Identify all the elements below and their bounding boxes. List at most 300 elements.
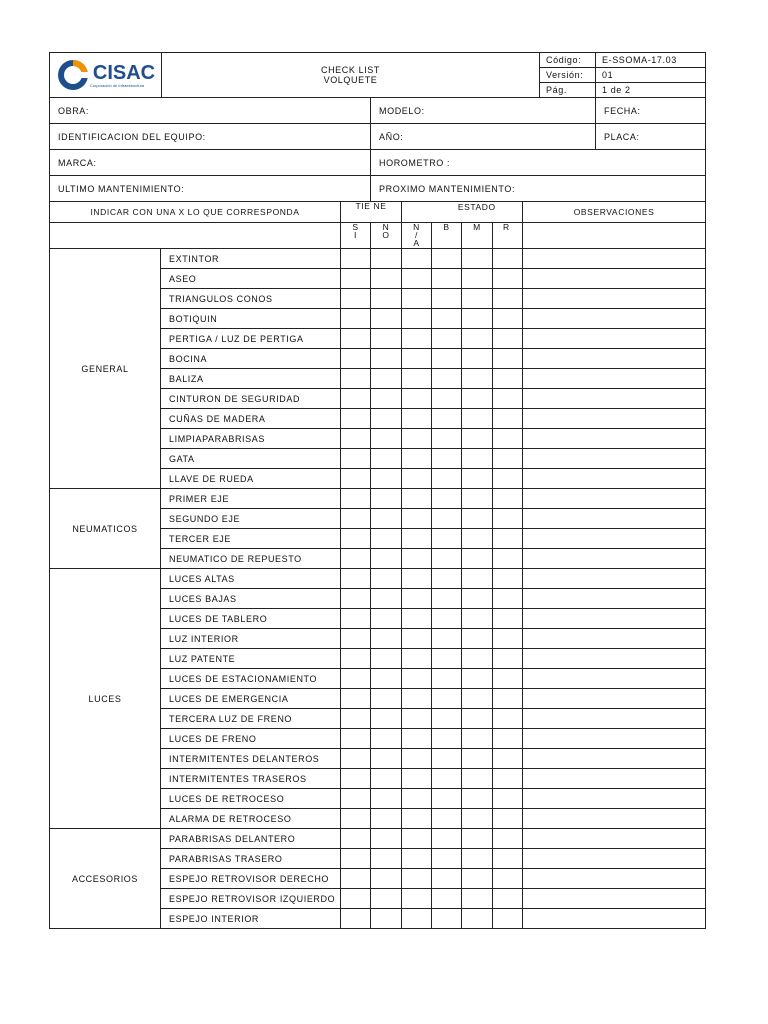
modelo-field[interactable]: MODELO:: [371, 98, 596, 124]
check-cell-na[interactable]: [402, 909, 432, 929]
check-cell-r[interactable]: [493, 809, 523, 829]
check-cell-m[interactable]: [462, 369, 493, 389]
check-cell-na[interactable]: [402, 249, 432, 269]
check-cell-r[interactable]: [493, 309, 523, 329]
observaciones-cell[interactable]: [523, 529, 706, 549]
check-cell-b[interactable]: [432, 469, 462, 489]
observaciones-cell[interactable]: [523, 409, 706, 429]
check-cell-r[interactable]: [493, 589, 523, 609]
check-cell-na[interactable]: [402, 329, 432, 349]
check-cell-na[interactable]: [402, 309, 432, 329]
check-cell-m[interactable]: [462, 769, 493, 789]
check-cell-na[interactable]: [402, 769, 432, 789]
check-cell-m[interactable]: [462, 549, 493, 569]
check-cell-b[interactable]: [432, 409, 462, 429]
check-cell-m[interactable]: [462, 309, 493, 329]
form-title: [162, 53, 540, 98]
check-cell-r[interactable]: [493, 629, 523, 649]
observaciones-cell[interactable]: [523, 589, 706, 609]
check-cell-m[interactable]: [462, 529, 493, 549]
check-cell-m[interactable]: [462, 909, 493, 929]
item-label: BOTIQUIN: [161, 309, 341, 329]
check-cell-r[interactable]: [493, 329, 523, 349]
check-cell-m[interactable]: [462, 249, 493, 269]
check-cell-si[interactable]: [341, 789, 371, 809]
check-cell-si[interactable]: [341, 489, 371, 509]
check-cell-b[interactable]: [432, 609, 462, 629]
check-cell-no[interactable]: [371, 469, 402, 489]
check-cell-r[interactable]: [493, 669, 523, 689]
check-cell-na[interactable]: [402, 709, 432, 729]
marca-field[interactable]: MARCA:: [50, 150, 371, 176]
check-cell-m[interactable]: [462, 329, 493, 349]
header-table: [49, 52, 706, 98]
observaciones-cell[interactable]: [523, 749, 706, 769]
observaciones-cell[interactable]: [523, 449, 706, 469]
observaciones-cell[interactable]: [523, 809, 706, 829]
item-label: BALIZA: [161, 369, 341, 389]
check-cell-m[interactable]: [462, 809, 493, 829]
check-cell-r[interactable]: [493, 449, 523, 469]
check-cell-b[interactable]: [432, 829, 462, 849]
check-cell-na[interactable]: [402, 449, 432, 469]
check-cell-r[interactable]: [493, 709, 523, 729]
item-label: LUCES DE EMERGENCIA: [161, 689, 341, 709]
item-label: LLAVE DE RUEDA: [161, 469, 341, 489]
obra-field[interactable]: OBRA:: [50, 98, 371, 124]
check-cell-na[interactable]: [402, 289, 432, 309]
check-cell-si[interactable]: [341, 369, 371, 389]
item-label: ALARMA DE RETROCESO: [161, 809, 341, 829]
item-label: ESPEJO INTERIOR: [161, 909, 341, 929]
check-cell-no[interactable]: [371, 389, 402, 409]
check-cell-r[interactable]: [493, 369, 523, 389]
check-cell-m[interactable]: [462, 789, 493, 809]
item-label: INTERMITENTES TRASEROS: [161, 769, 341, 789]
check-cell-b[interactable]: [432, 389, 462, 409]
observaciones-cell[interactable]: [523, 249, 706, 269]
check-cell-m[interactable]: [462, 409, 493, 429]
check-cell-no[interactable]: [371, 549, 402, 569]
observaciones-cell[interactable]: [523, 849, 706, 869]
observaciones-cell[interactable]: [523, 889, 706, 909]
check-cell-na[interactable]: [402, 829, 432, 849]
check-cell-si[interactable]: [341, 509, 371, 529]
check-cell-b[interactable]: [432, 749, 462, 769]
check-cell-r[interactable]: [493, 729, 523, 749]
check-cell-si[interactable]: [341, 649, 371, 669]
check-cell-na[interactable]: [402, 269, 432, 289]
item-label: LUCES DE FRENO: [161, 729, 341, 749]
check-cell-m[interactable]: [462, 609, 493, 629]
check-cell-m[interactable]: [462, 869, 493, 889]
check-cell-m[interactable]: [462, 669, 493, 689]
check-cell-m[interactable]: [462, 569, 493, 589]
check-cell-b[interactable]: [432, 649, 462, 669]
check-cell-r[interactable]: [493, 289, 523, 309]
observaciones-cell[interactable]: [523, 869, 706, 889]
observaciones-cell[interactable]: [523, 629, 706, 649]
check-cell-no[interactable]: [371, 749, 402, 769]
item-label: LUCES DE TABLERO: [161, 609, 341, 629]
check-cell-no[interactable]: [371, 409, 402, 429]
check-cell-si[interactable]: [341, 709, 371, 729]
observaciones-cell[interactable]: [523, 909, 706, 929]
check-cell-m[interactable]: [462, 389, 493, 409]
check-cell-no[interactable]: [371, 509, 402, 529]
section-label: GENERAL: [50, 249, 161, 489]
identificacion-field[interactable]: IDENTIFICACION DEL EQUIPO:: [50, 124, 371, 150]
check-cell-no[interactable]: [371, 589, 402, 609]
check-cell-b[interactable]: [432, 809, 462, 829]
check-cell-si[interactable]: [341, 449, 371, 469]
observaciones-cell[interactable]: [523, 769, 706, 789]
check-cell-si[interactable]: [341, 409, 371, 429]
check-cell-no[interactable]: [371, 289, 402, 309]
check-cell-na[interactable]: [402, 369, 432, 389]
table-row: [50, 569, 706, 589]
observaciones-cell[interactable]: [523, 669, 706, 689]
check-cell-na[interactable]: [402, 469, 432, 489]
check-cell-r[interactable]: [493, 769, 523, 789]
observaciones-cell[interactable]: [523, 349, 706, 369]
check-cell-b[interactable]: [432, 309, 462, 329]
check-cell-b[interactable]: [432, 549, 462, 569]
observaciones-cell[interactable]: [523, 789, 706, 809]
r-header: R: [493, 223, 523, 249]
check-cell-si[interactable]: [341, 569, 371, 589]
check-cell-b[interactable]: [432, 529, 462, 549]
table-row: [50, 489, 706, 509]
version-label: Versión:: [540, 68, 596, 83]
item-label: LUCES DE ESTACIONAMIENTO: [161, 669, 341, 689]
check-cell-no[interactable]: [371, 809, 402, 829]
check-cell-na[interactable]: [402, 669, 432, 689]
check-cell-r[interactable]: [493, 509, 523, 529]
check-cell-no[interactable]: [371, 729, 402, 749]
observaciones-cell[interactable]: [523, 329, 706, 349]
item-label: ASEO: [161, 269, 341, 289]
check-cell-b[interactable]: [432, 629, 462, 649]
item-label: CUÑAS DE MADERA: [161, 409, 341, 429]
check-cell-r[interactable]: [493, 349, 523, 369]
check-cell-m[interactable]: [462, 469, 493, 489]
check-cell-na[interactable]: [402, 349, 432, 369]
item-label: GATA: [161, 449, 341, 469]
check-cell-b[interactable]: [432, 569, 462, 589]
check-cell-r[interactable]: [493, 749, 523, 769]
section-label: NEUMATICOS: [50, 489, 161, 569]
check-cell-m[interactable]: [462, 429, 493, 449]
check-cell-b[interactable]: [432, 669, 462, 689]
check-cell-na[interactable]: [402, 429, 432, 449]
check-cell-b[interactable]: [432, 769, 462, 789]
no-header: N O: [371, 223, 402, 249]
check-cell-si[interactable]: [341, 869, 371, 889]
check-cell-si[interactable]: [341, 549, 371, 569]
check-cell-b[interactable]: [432, 269, 462, 289]
check-cell-r[interactable]: [493, 529, 523, 549]
anio-field[interactable]: AÑO:: [371, 124, 596, 150]
check-cell-r[interactable]: [493, 909, 523, 929]
observaciones-cell[interactable]: [523, 429, 706, 449]
checklist-table: [49, 201, 706, 929]
proximo-mantenimiento-field[interactable]: PROXIMO MANTENIMIENTO:: [371, 176, 706, 202]
check-cell-b[interactable]: [432, 369, 462, 389]
version-value: 01: [596, 68, 706, 83]
check-cell-m[interactable]: [462, 649, 493, 669]
check-cell-no[interactable]: [371, 429, 402, 449]
fecha-field[interactable]: FECHA:: [596, 98, 706, 124]
observaciones-cell[interactable]: [523, 309, 706, 329]
check-cell-r[interactable]: [493, 269, 523, 289]
check-cell-b[interactable]: [432, 589, 462, 609]
check-cell-si[interactable]: [341, 769, 371, 789]
check-cell-m[interactable]: [462, 749, 493, 769]
check-cell-no[interactable]: [371, 629, 402, 649]
check-cell-b[interactable]: [432, 889, 462, 909]
check-cell-si[interactable]: [341, 289, 371, 309]
check-cell-r[interactable]: [493, 829, 523, 849]
check-cell-b[interactable]: [432, 849, 462, 869]
check-cell-si[interactable]: [341, 689, 371, 709]
check-cell-no[interactable]: [371, 269, 402, 289]
check-cell-si[interactable]: [341, 729, 371, 749]
check-cell-b[interactable]: [432, 509, 462, 529]
check-cell-r[interactable]: [493, 389, 523, 409]
check-cell-b[interactable]: [432, 869, 462, 889]
check-cell-no[interactable]: [371, 329, 402, 349]
check-cell-b[interactable]: [432, 489, 462, 509]
ultimo-mantenimiento-field[interactable]: ULTIMO MANTENIMIENTO:: [50, 176, 371, 202]
check-cell-m[interactable]: [462, 489, 493, 509]
check-cell-na[interactable]: [402, 729, 432, 749]
check-cell-no[interactable]: [371, 889, 402, 909]
item-label: PRIMER EJE: [161, 489, 341, 509]
check-cell-m[interactable]: [462, 269, 493, 289]
item-label: PARABRISAS DELANTERO: [161, 829, 341, 849]
check-cell-r[interactable]: [493, 429, 523, 449]
check-cell-b[interactable]: [432, 329, 462, 349]
codigo-value: E-SSOMA-17.03: [596, 53, 706, 68]
check-cell-r[interactable]: [493, 889, 523, 909]
check-cell-si[interactable]: [341, 829, 371, 849]
check-cell-no[interactable]: [371, 789, 402, 809]
check-cell-na[interactable]: [402, 889, 432, 909]
check-cell-r[interactable]: [493, 609, 523, 629]
check-cell-si[interactable]: [341, 889, 371, 909]
check-cell-r[interactable]: [493, 569, 523, 589]
check-cell-m[interactable]: [462, 729, 493, 749]
check-cell-na[interactable]: [402, 389, 432, 409]
observaciones-cell[interactable]: [523, 549, 706, 569]
check-cell-na[interactable]: [402, 649, 432, 669]
check-cell-si[interactable]: [341, 849, 371, 869]
observaciones-cell[interactable]: [523, 269, 706, 289]
check-cell-m[interactable]: [462, 889, 493, 909]
logo-cell: [50, 53, 162, 98]
check-cell-no[interactable]: [371, 249, 402, 269]
item-label: INTERMITENTES DELANTEROS: [161, 749, 341, 769]
observaciones-cell[interactable]: [523, 489, 706, 509]
observaciones-header: OBSERVACIONES: [523, 202, 706, 223]
check-cell-si[interactable]: [341, 669, 371, 689]
check-cell-b[interactable]: [432, 729, 462, 749]
check-cell-na[interactable]: [402, 689, 432, 709]
check-cell-na[interactable]: [402, 589, 432, 609]
check-cell-si[interactable]: [341, 309, 371, 329]
item-label: LUZ PATENTE: [161, 649, 341, 669]
horometro-field[interactable]: HOROMETRO :: [371, 150, 706, 176]
item-label: PARABRISAS TRASERO: [161, 849, 341, 869]
check-cell-r[interactable]: [493, 469, 523, 489]
na-header: N / A: [402, 223, 432, 249]
check-cell-na[interactable]: [402, 629, 432, 649]
check-cell-si[interactable]: [341, 609, 371, 629]
check-cell-no[interactable]: [371, 909, 402, 929]
check-cell-si[interactable]: [341, 269, 371, 289]
item-label: LUCES BAJAS: [161, 589, 341, 609]
check-cell-r[interactable]: [493, 849, 523, 869]
title-line-2: VOLQUETE: [323, 75, 378, 85]
observaciones-cell[interactable]: [523, 509, 706, 529]
check-cell-m[interactable]: [462, 509, 493, 529]
tiene-header: TIE NE: [341, 202, 402, 223]
check-cell-na[interactable]: [402, 569, 432, 589]
observaciones-cell[interactable]: [523, 369, 706, 389]
check-cell-si[interactable]: [341, 389, 371, 409]
check-cell-no[interactable]: [371, 769, 402, 789]
check-cell-m[interactable]: [462, 449, 493, 469]
observaciones-cell[interactable]: [523, 609, 706, 629]
check-cell-na[interactable]: [402, 809, 432, 829]
check-cell-na[interactable]: [402, 549, 432, 569]
check-cell-m[interactable]: [462, 589, 493, 609]
check-cell-no[interactable]: [371, 709, 402, 729]
check-cell-si[interactable]: [341, 249, 371, 269]
check-cell-no[interactable]: [371, 349, 402, 369]
check-cell-b[interactable]: [432, 289, 462, 309]
brand-subtitle: Corporación de Infraestructura: [89, 82, 145, 88]
check-cell-na[interactable]: [402, 489, 432, 509]
check-cell-b[interactable]: [432, 709, 462, 729]
check-cell-b[interactable]: [432, 449, 462, 469]
check-cell-si[interactable]: [341, 749, 371, 769]
observaciones-cell[interactable]: [523, 469, 706, 489]
check-cell-r[interactable]: [493, 549, 523, 569]
check-cell-no[interactable]: [371, 849, 402, 869]
observaciones-cell[interactable]: [523, 289, 706, 309]
check-cell-si[interactable]: [341, 529, 371, 549]
codigo-label: Código:: [540, 53, 596, 68]
check-cell-no[interactable]: [371, 829, 402, 849]
check-cell-r[interactable]: [493, 789, 523, 809]
check-cell-m[interactable]: [462, 709, 493, 729]
check-cell-m[interactable]: [462, 629, 493, 649]
title-line-1: CHECK LIST: [320, 65, 380, 75]
check-cell-no[interactable]: [371, 449, 402, 469]
item-label: ESPEJO RETROVISOR DERECHO: [161, 869, 341, 889]
check-cell-no[interactable]: [371, 369, 402, 389]
check-cell-b[interactable]: [432, 429, 462, 449]
observaciones-cell[interactable]: [523, 569, 706, 589]
check-cell-si[interactable]: [341, 809, 371, 829]
check-cell-b[interactable]: [432, 789, 462, 809]
observaciones-cell[interactable]: [523, 729, 706, 749]
item-label: LUZ INTERIOR: [161, 629, 341, 649]
check-cell-na[interactable]: [402, 409, 432, 429]
check-cell-si[interactable]: [341, 349, 371, 369]
check-cell-m[interactable]: [462, 829, 493, 849]
check-cell-si[interactable]: [341, 629, 371, 649]
b-header: B: [432, 223, 462, 249]
observaciones-cell[interactable]: [523, 649, 706, 669]
check-cell-m[interactable]: [462, 349, 493, 369]
item-label: NEUMATICO DE REPUESTO: [161, 549, 341, 569]
check-cell-no[interactable]: [371, 869, 402, 889]
check-cell-si[interactable]: [341, 909, 371, 929]
check-cell-na[interactable]: [402, 869, 432, 889]
check-cell-na[interactable]: [402, 509, 432, 529]
company-logo: [50, 53, 161, 97]
pag-value: 1 de 2: [596, 83, 706, 98]
check-cell-na[interactable]: [402, 609, 432, 629]
observaciones-cell[interactable]: [523, 389, 706, 409]
check-cell-si[interactable]: [341, 329, 371, 349]
check-cell-m[interactable]: [462, 849, 493, 869]
logo-mark-icon: [56, 58, 90, 92]
check-cell-na[interactable]: [402, 529, 432, 549]
check-cell-si[interactable]: [341, 469, 371, 489]
check-cell-m[interactable]: [462, 689, 493, 709]
check-cell-r[interactable]: [493, 409, 523, 429]
brand-name: CISAC: [92, 61, 156, 84]
check-cell-r[interactable]: [493, 649, 523, 669]
item-label: ESPEJO RETROVISOR IZQUIERDO: [161, 889, 341, 909]
indicar-header: INDICAR CON UNA X LO QUE CORRESPONDA: [50, 202, 341, 223]
check-cell-no[interactable]: [371, 569, 402, 589]
check-cell-no[interactable]: [371, 649, 402, 669]
check-cell-no[interactable]: [371, 489, 402, 509]
check-cell-b[interactable]: [432, 689, 462, 709]
check-cell-na[interactable]: [402, 849, 432, 869]
check-cell-no[interactable]: [371, 689, 402, 709]
placa-field[interactable]: PLACA:: [596, 124, 706, 150]
check-cell-r[interactable]: [493, 869, 523, 889]
item-label: TERCERA LUZ DE FRENO: [161, 709, 341, 729]
check-cell-r[interactable]: [493, 249, 523, 269]
check-cell-si[interactable]: [341, 589, 371, 609]
checklist-form: [49, 52, 705, 929]
check-cell-b[interactable]: [432, 349, 462, 369]
check-cell-no[interactable]: [371, 609, 402, 629]
check-cell-b[interactable]: [432, 909, 462, 929]
item-label: EXTINTOR: [161, 249, 341, 269]
observaciones-cell[interactable]: [523, 689, 706, 709]
check-cell-na[interactable]: [402, 789, 432, 809]
check-cell-r[interactable]: [493, 689, 523, 709]
check-cell-si[interactable]: [341, 429, 371, 449]
observaciones-cell[interactable]: [523, 709, 706, 729]
check-cell-na[interactable]: [402, 749, 432, 769]
check-cell-b[interactable]: [432, 249, 462, 269]
check-cell-m[interactable]: [462, 289, 493, 309]
check-cell-r[interactable]: [493, 489, 523, 509]
check-cell-no[interactable]: [371, 669, 402, 689]
observaciones-cell[interactable]: [523, 829, 706, 849]
check-cell-no[interactable]: [371, 529, 402, 549]
check-cell-no[interactable]: [371, 309, 402, 329]
